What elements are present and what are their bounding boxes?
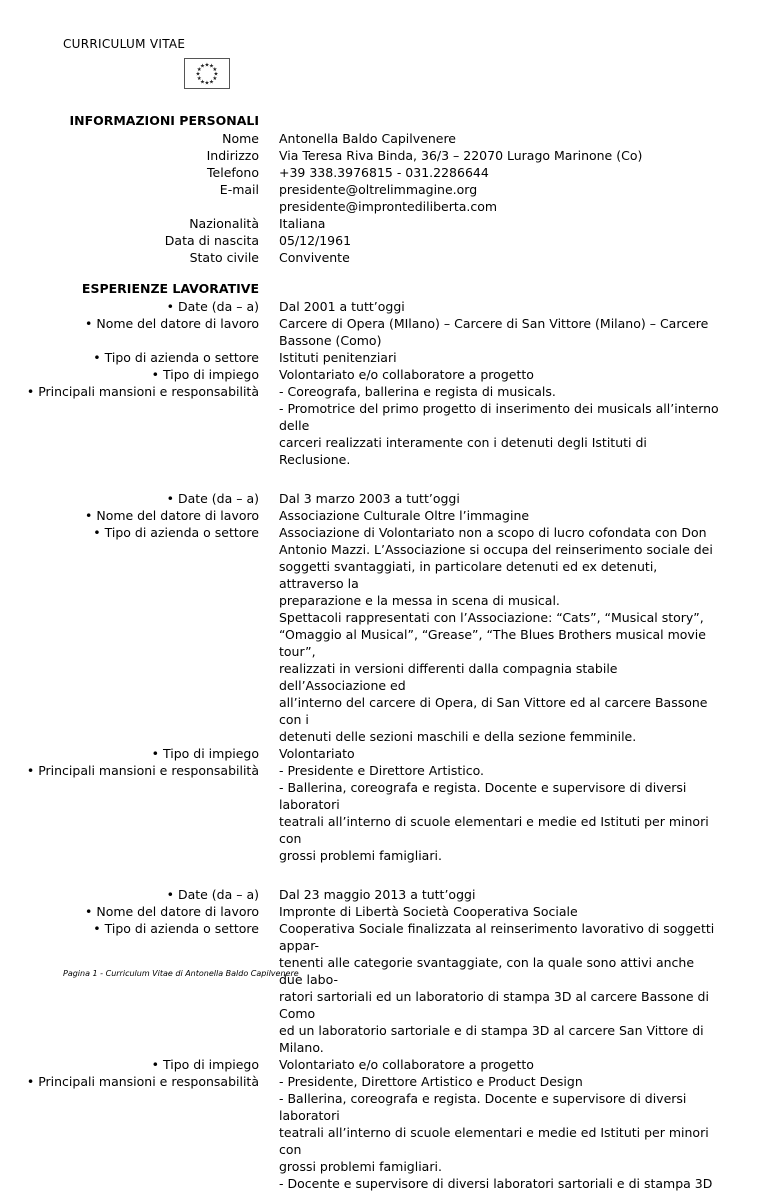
cv-body xyxy=(0,112,768,1192)
text-line: Associazione di Volontariato non a scopo di lucro cofondata con Don xyxy=(279,525,707,540)
page-footer: Pagina 1 - Curriculum Vitae di Antonella Baldo Capilvenere xyxy=(63,969,299,978)
section-heading: ESPERIENZE LAVORATIVE xyxy=(81,281,259,296)
experience-section-title xyxy=(0,280,768,298)
employer-label: • Nome del datore di lavoro xyxy=(85,904,259,919)
employer-label: • Nome del datore di lavoro xyxy=(85,316,259,331)
address-label: Indirizzo xyxy=(206,148,259,163)
employer-value: Associazione Culturale Oltre l’immagine xyxy=(279,508,530,523)
nationality-row xyxy=(0,215,768,232)
flag-star: ★ xyxy=(213,71,219,78)
text-line: - Ballerina, coreografa e regista. Docente e supervisore di diversi laboratori xyxy=(279,1091,687,1123)
birth-label: Data di nascita xyxy=(164,233,259,248)
phone-label: Telefono xyxy=(207,165,259,180)
flag-star: ★ xyxy=(212,67,218,73)
civil-value: Convivente xyxy=(279,250,350,265)
eu-flag-icon xyxy=(184,58,230,89)
name-label: Nome xyxy=(222,131,259,146)
flag-star: ★ xyxy=(209,79,214,86)
text-line: Cooperativa Sociale finalizzata al reinserimento lavorativo di soggetti appar- xyxy=(279,921,715,953)
duties-label: • Principali mansioni e responsabilità xyxy=(26,763,259,778)
text-line: teatrali all’interno di scuole elementari e medie ed Istituti per minori con xyxy=(279,1125,709,1157)
sector-value xyxy=(279,524,719,745)
email-label: E-mail xyxy=(219,182,259,197)
date-value: Dal 23 maggio 2013 a tutt’oggi xyxy=(279,887,476,902)
birth-value: 05/12/1961 xyxy=(279,233,352,248)
text-line: - Presidente, Direttore Artistico e Product Design xyxy=(279,1074,583,1089)
flag-star: ★ xyxy=(200,79,205,86)
sector-value xyxy=(279,920,719,1056)
email-value xyxy=(279,181,719,215)
address-value: Via Teresa Riva Binda, 36/3 – 22070 Lurago Marinone (Co) xyxy=(279,148,643,163)
nationality-label: Nazionalità xyxy=(189,216,259,231)
section-heading: INFORMAZIONI PERSONALI xyxy=(69,113,259,128)
job-type-label: • Tipo di impiego xyxy=(151,746,259,761)
nationality-value: Italiana xyxy=(279,216,326,231)
text-line: - Docente e supervisore di diversi laboratori sartoriali e di stampa 3D xyxy=(279,1176,713,1191)
date-label: • Date (da – a) xyxy=(166,491,259,506)
flag-star: ★ xyxy=(212,76,218,82)
email-1[interactable]: presidente@oltrelimmagine.org xyxy=(279,182,478,197)
text-line: realizzati in versioni differenti dalla compagnia stabile dell’Associazione ed xyxy=(279,661,618,693)
text-line: ratori sartoriali ed un laboratorio di stampa 3D al carcere Bassone di Como xyxy=(279,989,709,1021)
text-line: teatrali all’interno di scuole elementari e medie ed Istituti per minori con xyxy=(279,814,709,846)
employer-label: • Nome del datore di lavoro xyxy=(85,508,259,523)
experience-entry-1 xyxy=(0,298,768,468)
flag-star: ★ xyxy=(204,62,210,69)
date-label: • Date (da – a) xyxy=(166,299,259,314)
text-line: “Omaggio al Musical”, “Grease”, “The Blues Brothers musical movie tour”, xyxy=(279,627,706,659)
duties-label: • Principali mansioni e responsabilità xyxy=(26,384,259,399)
job-type-label: • Tipo di impiego xyxy=(151,367,259,382)
text-line: tenenti alle categorie svantaggiate, con la quale sono attivi anche due labo- xyxy=(279,955,695,987)
text-line: grossi problemi famigliari. xyxy=(279,848,442,863)
cv-title: CURRICULUM VITAE xyxy=(63,37,186,51)
sector-label: • Tipo di azienda o settore xyxy=(93,921,259,936)
text-line: detenuti delle sezioni maschili e della sezione femminile. xyxy=(279,729,637,744)
text-line: - Ballerina, coreografa e regista. Docente e supervisore di diversi laboratori xyxy=(279,780,687,812)
text-line: Spettacoli rappresentati con l’Associazione: “Cats”, “Musical story”, xyxy=(279,610,704,625)
text-line: Carcere di Opera (MIlano) – Carcere di San Vittore (Milano) – Carcere xyxy=(279,316,709,331)
text-line: soggetti svantaggiati, in particolare detenuti ed ex detenuti, attraverso la xyxy=(279,559,658,591)
duties-value xyxy=(279,1073,719,1192)
date-value: Dal 2001 a tutt’oggi xyxy=(279,299,405,314)
text-line: Antonio Mazzi. L’Associazione si occupa del reinserimento sociale dei xyxy=(279,542,713,557)
text-line: grossi problemi famigliari. xyxy=(279,1159,442,1174)
sector-label: • Tipo di azienda o settore xyxy=(93,350,259,365)
civil-label: Stato civile xyxy=(189,250,259,265)
duties-value xyxy=(279,383,719,468)
flag-star: ★ xyxy=(195,71,201,78)
employer-value xyxy=(279,315,719,349)
job-type-value: Volontariato e/o collaboratore a progetto xyxy=(279,1057,534,1072)
flag-star: ★ xyxy=(209,63,214,70)
duties-value xyxy=(279,762,719,864)
name-row xyxy=(0,130,768,147)
personal-section-title xyxy=(0,112,768,130)
employer-value: Impronte di Libertà Società Cooperativa Sociale xyxy=(279,904,578,919)
text-line: preparazione e la messa in scena di musical. xyxy=(279,593,560,608)
text-line: - Promotrice del primo progetto di inserimento dei musicals all’interno delle xyxy=(279,401,719,433)
job-type-value: Volontariato xyxy=(279,746,355,761)
civil-row xyxy=(0,249,768,266)
sector-value: Istituti penitenziari xyxy=(279,350,397,365)
sector-label: • Tipo di azienda o settore xyxy=(93,525,259,540)
phone-row xyxy=(0,164,768,181)
email-2[interactable]: presidente@improntediliberta.com xyxy=(279,199,498,214)
text-line: - Coreografa, ballerina e regista di musicals. xyxy=(279,384,556,399)
date-value: Dal 3 marzo 2003 a tutt’oggi xyxy=(279,491,460,506)
date-label: • Date (da – a) xyxy=(166,887,259,902)
flag-star: ★ xyxy=(200,63,205,70)
job-type-label: • Tipo di impiego xyxy=(151,1057,259,1072)
text-line: all’interno del carcere di Opera, di San Vittore ed al carcere Bassone con i xyxy=(279,695,708,727)
flag-star: ★ xyxy=(196,76,202,82)
address-row xyxy=(0,147,768,164)
experience-entry-3 xyxy=(0,886,768,1192)
duties-label: • Principali mansioni e responsabilità xyxy=(26,1074,259,1089)
text-line: Bassone (Como) xyxy=(279,333,382,348)
text-line: - Presidente e Direttore Artistico. xyxy=(279,763,484,778)
birth-row xyxy=(0,232,768,249)
text-line: carceri realizzati interamente con i detenuti degli Istituti di Reclusione. xyxy=(279,435,647,467)
email-row xyxy=(0,181,768,215)
job-type-value: Volontariato e/o collaboratore a progetto xyxy=(279,367,534,382)
flag-star: ★ xyxy=(196,67,202,73)
flag-star: ★ xyxy=(204,80,210,87)
name-value: Antonella Baldo Capilvenere xyxy=(279,131,457,146)
text-line: ed un laboratorio sartoriale e di stampa 3D al carcere San Vittore di Milano. xyxy=(279,1023,704,1055)
phone-value: +39 338.3976815 - 031.2286644 xyxy=(279,165,489,180)
experience-entry-2 xyxy=(0,490,768,864)
